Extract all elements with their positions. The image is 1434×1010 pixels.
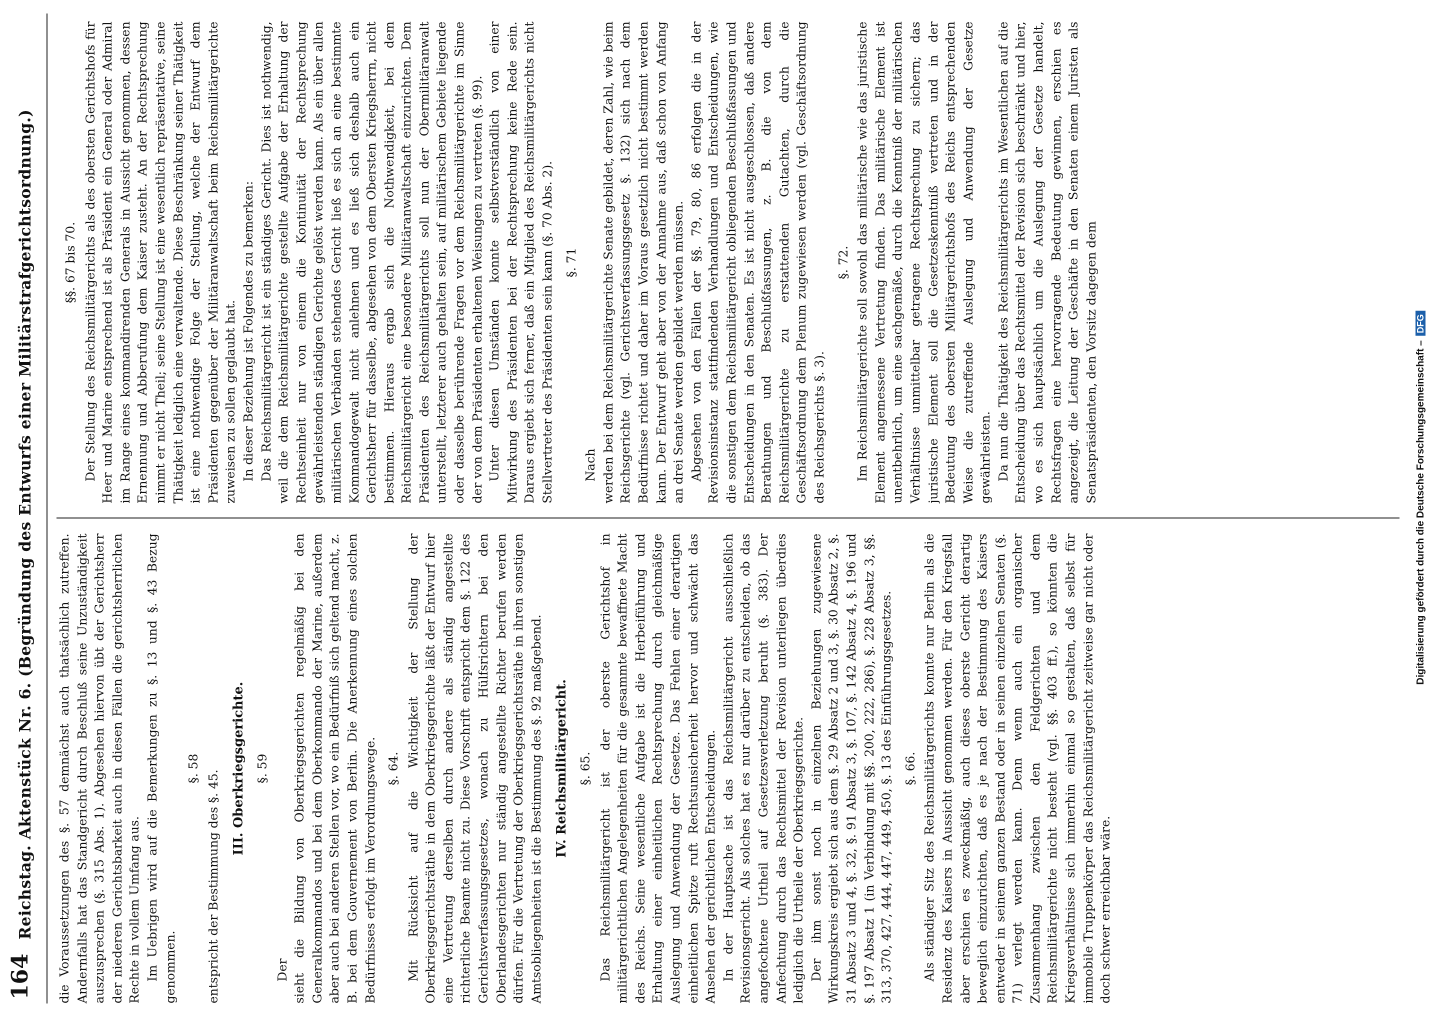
rotated-page-content [7,10,1406,1010]
dfg-logo: DFG [1416,311,1426,336]
page-header [7,14,48,1004]
paragraph: Im Uebrigen wird auf die Bemerkungen zu §. 13 und §. 43 Bezug genommen. [145,533,178,1004]
section-number: §. 72. [836,245,851,280]
page-number: 164 [7,953,34,1000]
section-number: §. 66. [903,751,918,786]
paragraph: Das Reichsmilitärgericht ist der oberste Gerichtshof in militärgerichtlichen Angelegenheiten für die gesammte bewaffnete Macht des Reichs. Seine wesentliche Aufgabe ist die Herbeiführung und Erhaltung einer einheitlichen Rechtsprechung durch gleichmäßige Auslegung und Anwendung der Gesetze. Das Fehlen einer derartigen einheitlichen Spitze ruft Rechtsunsicherheit hervor und schwächt das Ansehen der gerichtlichen Entscheidungen. [598,533,718,1004]
credit-text: Digitalisierung gefördert durch die Deutsche Forschungsgemeinschaft – [1415,340,1427,685]
section-heading: IV. Reichsmilitärgericht. [554,679,570,858]
section-number: §. 59 [255,753,270,784]
paragraph: Als ständiger Sitz des Reichsmilitärgerichts konnte nur Berlin als die Residenz des Kaisers in Aussicht genommen werden. Für den Kriegsfall aber erschien es zweckmäßig, auch dieses oberste Gericht derartig beweglich einzurichten, daß es je nach der Bestimmung des Kaisers entweder in seinem ganzen Bestand oder in seinen einzelnen Senaten (§. 71) verlegt werden kann. Denn wenn auch ein organischer Zusammenhang zwischen den Feldgerichten und dem Reichsmilitärgerichte nicht besteht (vgl. §§. 403 ff.), so könnten die Kriegsverhältnisse sich immerhin einmal so gestalten, daß selbst für immobile Truppenkörper das Reichsmilitärgericht zeitweise gar nicht oder doch schwer erreichbar wäre. [922,533,1113,1004]
paragraph: werden bei dem Reichsmilitärgerichte Senate gebildet, deren Zahl, wie beim Reichsgerichte (vgl. Gerichtsverfassungsgesetz §. 132) sich nach dem Bedürfnisse richtet und daher im Voraus gesetzlich nicht bestimmt werden kann. Der Entwurf geht aber von der Annahme aus, daß schon von Anfang an drei Senate werden gebildet werden müssen. [601,21,686,504]
paragraph: Das Reichsmilitärgericht ist ein ständiges Gericht. Dies ist nothwendig, weil die dem Reichsmilitärgerichte gestellte Aufgabe der Erhaltung der Rechtseinheit nur von einem die Kontinuität der Rechtsprechung gewährleistenden ständigen Gerichte gelöst werden kann. Als ein über allen militärischen Verbänden stehendes Gericht ließ es sich an eine bestimmte Kommandogewalt nicht anlehnen und es ließ sich deshalb auch ein Gerichtsherr für dasselbe, abgesehen von dem Obersten Kriegsherrn, nicht bestimmen. Hieraus ergab sich die Nothwendigkeit, bei dem Reichsmilitärgericht eine besondere Militäranwaltschaft einzurichten. Dem Präsidenten des Reichsmilitärgerichts soll nun der Obermilitäranwalt unterstellt, letzterer auch gehalten sein, auf militärischem Gebiete liegende oder dasselbe berührende Fragen vor dem Reichsmilitärgerichte im Sinne der von dem Präsidenten erhaltenen Weisungen zu vertreten (§. 99). [259,21,485,504]
paragraph: Unter diesen Umständen konnte selbstverständlich von einer Mitwirkung des Präsidenten bei der Rechtsprechung keine Rede sein. Daraus ergiebt sich ferner, daß ein Mitglied des Reichsmilitärgerichts nicht Stellvertreter des Präsidenten sein kann (§. 70 Abs. 2). [487,21,555,504]
section-heading: III. Oberkriegsgerichte. [231,681,247,856]
section-number: §. 64. [386,751,401,786]
paragraph: Im Reichsmilitärgerichte soll sowohl das militärische wie das juristische Element angemessene Vertretung finden. Das militärische Element ist unentbehrlich, um eine sachgemäße, durch die Kenntniß der militärischen Verhältnisse unmittelbar getragene Rechtsprechung zu sichern; das juristische Element soll die Gesetzeskenntniß vertreten und in der Bedeutung des obersten Militärgerichtshofs des Reichs entsprechenden Weise die zutreffende Auslegung und Anwendung der Gesetze gewährleisten. [855,21,993,504]
section-number: §§. 67 bis 70. [63,221,78,304]
paragraph: entspricht der Bestimmung des §. 45. [206,769,221,1004]
paragraph: Der [275,958,290,982]
right-column [57,22,1402,504]
section-number: §. 71 [564,247,579,278]
paragraph: In der Hauptsache ist das Reichsmilitärgericht ausschließlich Revisionsgericht. Als solches hat es nur darüber zu entscheiden, ob das angefochtene Urtheil auf Gesetzesverletzung beruht (§. 383). Der Anfechtung durch das Rechtsmittel der Revision unterliegen überdies lediglich die Urtheile der Oberkriegsgerichte. [721,533,806,1004]
paragraph: Der ihm sonst noch in einzelnen Beziehungen zugewiesene Wirkungskreis ergiebt sich aus dem §. 29 Absatz 2 und 3, §. 30 Absatz 2, §. 31 Absatz 3 und 4, §. 32, §. 91 Absatz 3, §. 107, §. 142 Absatz 4, §. 196 und §. 197 Absatz 1 (in Verbindung mit §§. 200, 222, 286), §. 228 Absatz 3, §§. 313, 370, 427, 444, 447, 449, 450, §. 13 des Einführungsgesetzes. [809,533,894,1004]
paragraph: Der Stellung des Reichsmilitärgerichts als des obersten Gerichtshofs für Heer und Marine entsprechend ist als Präsident ein General oder Admiral im Range eines kommandirenden Generals in Aussicht genommen, dessen Ernennung und Abberufung dem Kaiser zusteht. An der Rechtsprechung nimmt er nicht Theil; seine Stellung ist eine wesentlich repräsentative, seine Thätigkeit lediglich eine verwaltende. Diese Beschränkung seiner Thätigkeit ist eine nothwendige Folge der Stellung, welche der Entwurf dem Präsidenten gegenüber der Militäranwaltschaft beim Reichsmilitärgerichte zuweisen zu sollen geglaubt hat. [83,21,238,504]
digitization-credit [1410,8,1432,988]
left-column [57,534,1402,1004]
column-divider [57,518,1400,519]
paragraph: Abgesehen von den Fällen der §§. 79, 80, 86 erfolgen die in der Revisionsinstanz stattfindenden Verhandlungen und Entscheidungen, wie die sonstigen dem Reichsmilitärgericht obliegenden Beschlußfassungen und Entscheidungen in den Senaten. Es ist nicht ausgeschlossen, daß andere Berathungen und Beschlußfassungen, z. B. die von dem Reichsmilitärgerichte zu erstattenden Gutachten, durch die Geschäftsordnung dem Plenum zugewiesen werden (vgl. Geschäftsordnung des Reichsgerichts §. 3). [689,21,827,504]
paragraph: die Voraussetzungen des §. 57 demnächst auch thatsächlich zutreffen. Andernfalls hat das Standgericht durch Beschluß seine Unzuständigkeit auszusprechen (§. 315 Abs. 1). Abgesehen hiervon übt der Gerichtsherr der niederen Gerichtsbarkeit auch in diesen Fällen die gerichtsherrlichen Rechte in vollem Umfang aus. [57,533,142,1004]
paragraph: Da nun die Thätigkeit des Reichsmilitärgerichts im Wesentlichen auf die Entscheidung über das Rechtsmittel der Revision sich beschränkt und hier, wo es sich hauptsächlich um die Auslegung der Gesetze handelt, Rechtsfragen eine hervorragende Bedeutung gewinnen, erschien es angezeigt, die Leitung der Geschäfte in den Senaten einem Juristen als Senatspräsidenten, den Vorsitz dagegen dem [996,21,1099,504]
credit-text-wrap [1416,311,1427,685]
section-number: §. 65. [578,751,593,786]
paragraph: sieht die Bildung von Oberkriegsgerichten regelmäßig bei den Generalkommandos und bei dem Oberkommando der Marine, außerdem aber auch bei anderen Stellen vor, wo ein Bedürfniß sich geltend macht, z. B. bei dem Gouvernement von Berlin. Die Anerkennung eines solchen Bedürfnisses erfolgt im Verordnungswege. [292,533,377,1004]
section-number: §. 58 [186,753,201,784]
running-title: Reichstag. Aktenstück Nr. 6. (Begründung des Entwurfs einer Militärstrafgerichtsordnung.) [15,109,35,940]
paragraph: In dieser Beziehung ist Folgendes zu bemerken: [241,181,256,482]
paragraph: Nach [583,448,598,482]
paragraph: Mit Rücksicht auf die Wichtigkeit der Stellung der Oberkriegsgerichtsräthe in dem Oberkriegsgerichte läßt der Entwurf hier eine Vertretung derselben durch andere als ständig angestellte richterliche Beamte nicht zu. Diese Vorschrift entspricht dem §. 122 des Gerichtsverfassungsgesetzes, wonach zu Hülfsrichtern bei den Oberlandesgerichten nur ständig angestellte Richter berufen werden dürfen. Für die Vertretung der Oberkriegsgerichtsräthe in ihren sonstigen Amtsobliegenheiten ist die Bestimmung des §. 92 maßgebend. [406,533,544,1004]
